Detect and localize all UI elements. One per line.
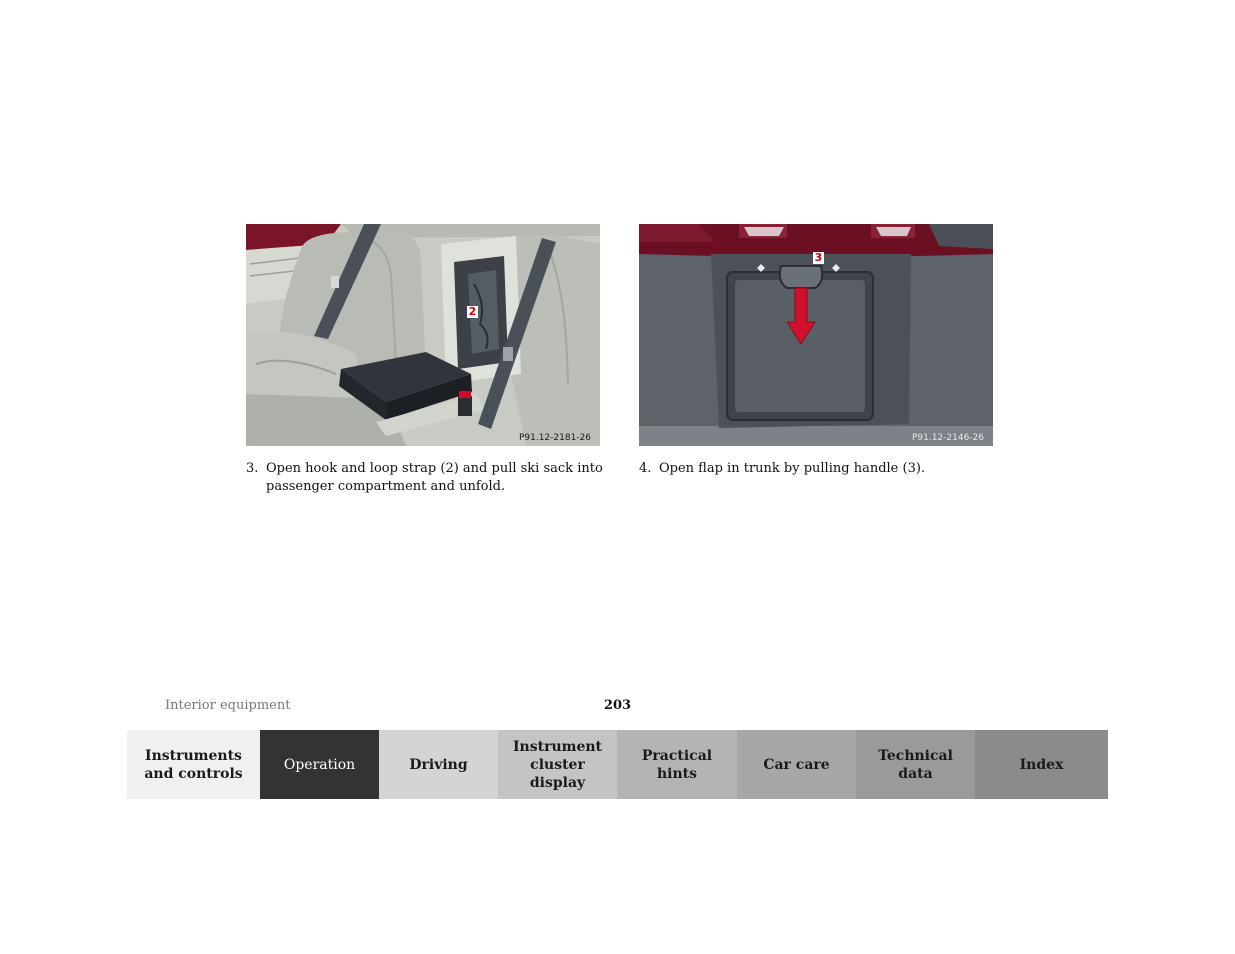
step-text: Open flap in trunk by pulling handle (3). xyxy=(659,461,926,476)
figure-code: P91.12-2146-26 xyxy=(911,433,984,443)
tab-index[interactable]: Index xyxy=(975,730,1108,799)
tab-operation[interactable]: Operation xyxy=(260,730,379,799)
instruction-step-4 xyxy=(639,460,999,478)
instruction-step-3 xyxy=(246,460,606,495)
tab-driving[interactable]: Driving xyxy=(379,730,498,799)
rear-seat-illustration xyxy=(246,224,600,446)
figure-trunk-flap xyxy=(639,224,993,446)
tab-practical-hints[interactable]: Practical hints xyxy=(617,730,737,799)
figure-rear-seat xyxy=(246,224,600,446)
tab-car-care[interactable]: Car care xyxy=(737,730,856,799)
tab-instruments-and-controls[interactable]: Instruments and controls xyxy=(127,730,260,799)
figure-code: P91.12-2181-26 xyxy=(518,433,591,443)
chapter-navigation xyxy=(127,730,1108,799)
tab-instrument-cluster-display[interactable]: Instrument cluster display xyxy=(498,730,617,799)
step-number: 4. xyxy=(639,461,652,476)
callout-3: 3 xyxy=(814,251,823,264)
step-number: 3. xyxy=(246,461,259,476)
section-title: Interior equipment xyxy=(165,698,291,713)
tab-technical-data[interactable]: Technical data xyxy=(856,730,975,799)
page-number: 203 xyxy=(603,698,632,713)
step-text: Open hook and loop strap (2) and pull ski sack into passenger compartment and unfold. xyxy=(266,461,603,494)
callout-2: 2 xyxy=(468,305,477,318)
